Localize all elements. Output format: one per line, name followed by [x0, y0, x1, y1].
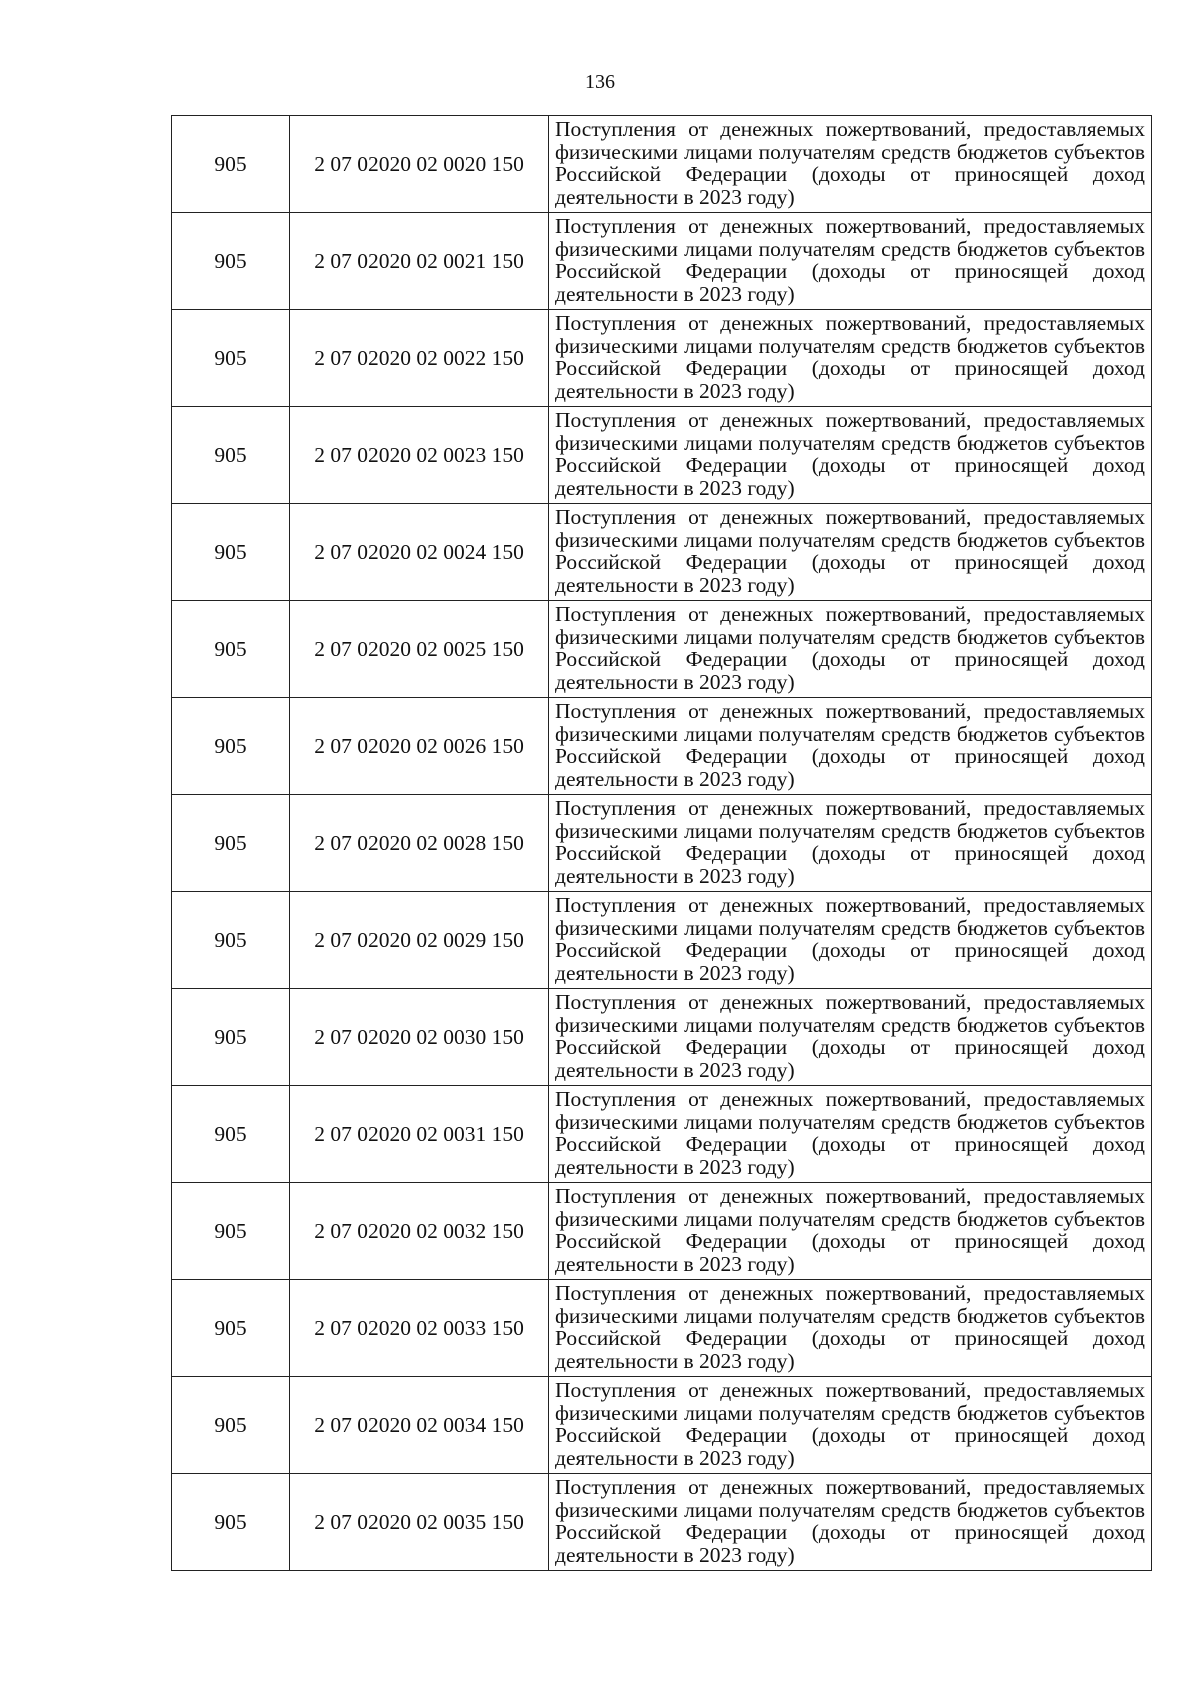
budget-code-cell: 2 07 02020 02 0028 150	[290, 795, 549, 892]
budget-classification-table	[171, 115, 1152, 1571]
admin-code-cell: 905	[172, 213, 290, 310]
budget-code-cell: 2 07 02020 02 0024 150	[290, 504, 549, 601]
admin-code-cell: 905	[172, 601, 290, 698]
budget-code-cell: 2 07 02020 02 0023 150	[290, 407, 549, 504]
table-row	[172, 698, 1152, 795]
description-cell: Поступления от денежных пожертвований, предоставляемых физическими лицами получателям средств бюджетов субъектов Российской Федерации (доходы от приносящей доход деятельности в 2023 году)	[549, 213, 1152, 310]
description-cell: Поступления от денежных пожертвований, предоставляемых физическими лицами получателям средств бюджетов субъектов Российской Федерации (доходы от приносящей доход деятельности в 2023 году)	[549, 1377, 1152, 1474]
description-cell: Поступления от денежных пожертвований, предоставляемых физическими лицами получателям средств бюджетов субъектов Российской Федерации (доходы от приносящей доход деятельности в 2023 году)	[549, 698, 1152, 795]
description-cell: Поступления от денежных пожертвований, предоставляемых физическими лицами получателям средств бюджетов субъектов Российской Федерации (доходы от приносящей доход деятельности в 2023 году)	[549, 504, 1152, 601]
description-cell: Поступления от денежных пожертвований, предоставляемых физическими лицами получателям средств бюджетов субъектов Российской Федерации (доходы от приносящей доход деятельности в 2023 году)	[549, 116, 1152, 213]
admin-code-cell: 905	[172, 1474, 290, 1571]
table-row	[172, 601, 1152, 698]
budget-code-cell: 2 07 02020 02 0022 150	[290, 310, 549, 407]
table-row	[172, 504, 1152, 601]
table-row	[172, 1474, 1152, 1571]
description-cell: Поступления от денежных пожертвований, предоставляемых физическими лицами получателям средств бюджетов субъектов Российской Федерации (доходы от приносящей доход деятельности в 2023 году)	[549, 795, 1152, 892]
table-row	[172, 1280, 1152, 1377]
table-row	[172, 1086, 1152, 1183]
budget-code-cell: 2 07 02020 02 0021 150	[290, 213, 549, 310]
budget-code-cell: 2 07 02020 02 0020 150	[290, 116, 549, 213]
description-cell: Поступления от денежных пожертвований, предоставляемых физическими лицами получателям средств бюджетов субъектов Российской Федерации (доходы от приносящей доход деятельности в 2023 году)	[549, 892, 1152, 989]
description-cell: Поступления от денежных пожертвований, предоставляемых физическими лицами получателям средств бюджетов субъектов Российской Федерации (доходы от приносящей доход деятельности в 2023 году)	[549, 1280, 1152, 1377]
budget-code-cell: 2 07 02020 02 0029 150	[290, 892, 549, 989]
table-row	[172, 1183, 1152, 1280]
description-cell: Поступления от денежных пожертвований, предоставляемых физическими лицами получателям средств бюджетов субъектов Российской Федерации (доходы от приносящей доход деятельности в 2023 году)	[549, 601, 1152, 698]
budget-code-cell: 2 07 02020 02 0035 150	[290, 1474, 549, 1571]
description-cell: Поступления от денежных пожертвований, предоставляемых физическими лицами получателям средств бюджетов субъектов Российской Федерации (доходы от приносящей доход деятельности в 2023 году)	[549, 1183, 1152, 1280]
table-row	[172, 892, 1152, 989]
description-cell: Поступления от денежных пожертвований, предоставляемых физическими лицами получателям средств бюджетов субъектов Российской Федерации (доходы от приносящей доход деятельности в 2023 году)	[549, 407, 1152, 504]
admin-code-cell: 905	[172, 310, 290, 407]
table-row	[172, 795, 1152, 892]
table-row	[172, 116, 1152, 213]
admin-code-cell: 905	[172, 504, 290, 601]
admin-code-cell: 905	[172, 1377, 290, 1474]
admin-code-cell: 905	[172, 795, 290, 892]
budget-code-cell: 2 07 02020 02 0025 150	[290, 601, 549, 698]
admin-code-cell: 905	[172, 1183, 290, 1280]
budget-code-cell: 2 07 02020 02 0031 150	[290, 1086, 549, 1183]
table-row	[172, 213, 1152, 310]
description-cell: Поступления от денежных пожертвований, предоставляемых физическими лицами получателям средств бюджетов субъектов Российской Федерации (доходы от приносящей доход деятельности в 2023 году)	[549, 310, 1152, 407]
table-row	[172, 1377, 1152, 1474]
admin-code-cell: 905	[172, 1086, 290, 1183]
table-row	[172, 407, 1152, 504]
admin-code-cell: 905	[172, 407, 290, 504]
page-number: 136	[585, 71, 615, 93]
budget-code-cell: 2 07 02020 02 0032 150	[290, 1183, 549, 1280]
table-body	[172, 116, 1152, 1571]
budget-code-cell: 2 07 02020 02 0026 150	[290, 698, 549, 795]
budget-code-cell: 2 07 02020 02 0033 150	[290, 1280, 549, 1377]
table-row	[172, 989, 1152, 1086]
description-cell: Поступления от денежных пожертвований, предоставляемых физическими лицами получателям средств бюджетов субъектов Российской Федерации (доходы от приносящей доход деятельности в 2023 году)	[549, 989, 1152, 1086]
admin-code-cell: 905	[172, 698, 290, 795]
table-row	[172, 310, 1152, 407]
description-cell: Поступления от денежных пожертвований, предоставляемых физическими лицами получателям средств бюджетов субъектов Российской Федерации (доходы от приносящей доход деятельности в 2023 году)	[549, 1086, 1152, 1183]
budget-code-cell: 2 07 02020 02 0030 150	[290, 989, 549, 1086]
budget-code-cell: 2 07 02020 02 0034 150	[290, 1377, 549, 1474]
description-cell: Поступления от денежных пожертвований, предоставляемых физическими лицами получателям средств бюджетов субъектов Российской Федерации (доходы от приносящей доход деятельности в 2023 году)	[549, 1474, 1152, 1571]
admin-code-cell: 905	[172, 1280, 290, 1377]
admin-code-cell: 905	[172, 892, 290, 989]
admin-code-cell: 905	[172, 116, 290, 213]
admin-code-cell: 905	[172, 989, 290, 1086]
